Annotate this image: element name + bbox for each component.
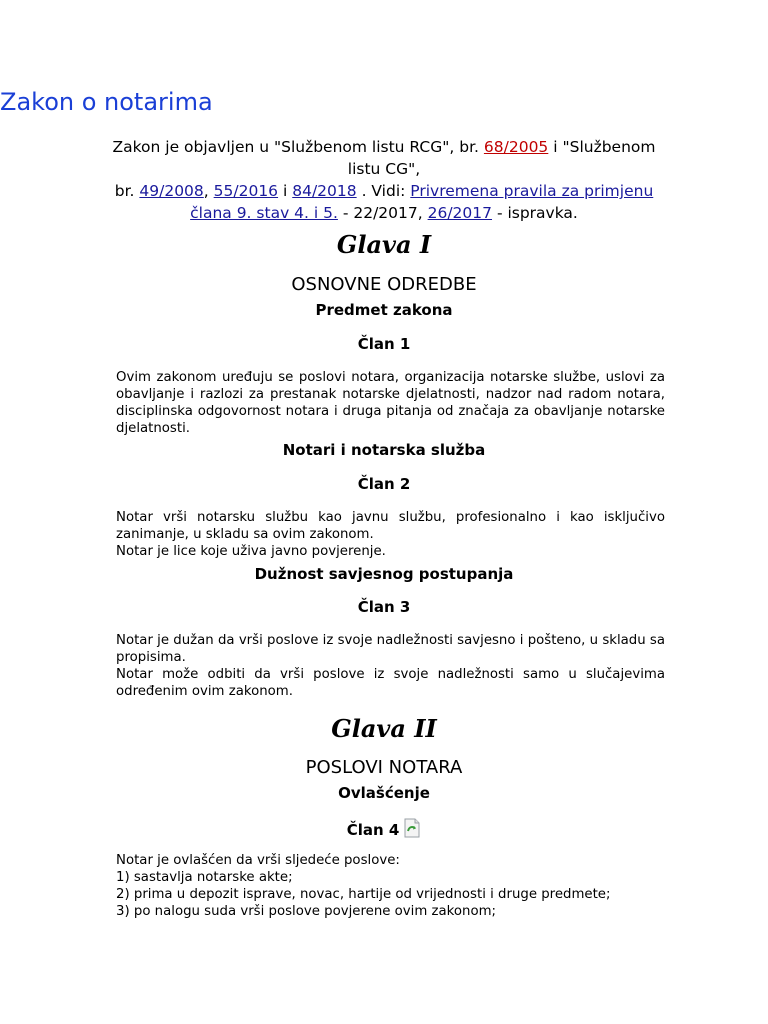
clan-4-text: Notar je ovlašćen da vrši sljedeće poslove: 1) sastavlja notarske akte; 2) prima u depozit isprave, novac, hartije od vrijednosti i druge predmete; 3) po nalogu suda vrši poslove povjerene ovim zakonom; — [116, 852, 665, 920]
clan-3-text: Notar je dužan da vrši poslove iz svoje nadležnosti savjesno i pošteno, u skladu sa propisima. Notar može odbiti da vrši poslove iz svoje nadležnosti samo u slučajevima određenim ovim zakonom. — [116, 633, 665, 699]
clan-1-text: Ovim zakonom uređuju se poslovi notara, organizacija notarske službe, uslovi za obavljanje i razlozi za prestanak notarske djelatnosti, nadzor nad radom notara, disciplinska odgovornost notara i druga pitanja od značaja za obavljanje notarske djelatnosti. — [116, 370, 665, 436]
glava-2-heading: Glava II — [331, 714, 437, 743]
link-84-2018[interactable]: 84/2018 — [292, 182, 357, 200]
link-49-2008[interactable]: 49/2008 — [139, 182, 204, 200]
list-item: 3) po nalogu suda vrši poslove povjerene ovim zakonom; — [116, 904, 497, 919]
link-privremena-pravila[interactable]: Privremena pravila za primjenu člana 9. stav 4. i 5. — [190, 182, 654, 222]
list-item: 2) prima u depozit isprave, novac, hartije od vrijednosti i druge predmete; — [116, 887, 611, 902]
subheading-predmet-zakona: Predmet zakona — [315, 301, 453, 319]
glava-1-heading: Glava I — [336, 230, 432, 259]
clan-3-heading: Član 3 — [357, 598, 411, 616]
link-26-2017[interactable]: 26/2017 — [427, 204, 493, 222]
clan-2-text: Notar vrši notarsku službu kao javnu službu, profesionalno i kao isključivo zanimanje, u skladu sa ovim zakonom. Notar je lice koje uživa javno povjerenje. — [116, 510, 665, 559]
clan-1-heading: Član 1 — [357, 335, 411, 353]
subheading-duznost-savjesnog-postupanja: Dužnost savjesnog postupanja — [254, 565, 514, 583]
link-55-2016[interactable]: 55/2016 — [213, 182, 279, 200]
clan-4-heading: Član 4 — [346, 821, 400, 839]
section-poslovi-notara: POSLOVI NOTARA — [305, 757, 463, 778]
subheading-ovlascenje: Ovlašćenje — [338, 784, 430, 802]
section-osnovne-odredbe: OSNOVNE ODREDBE — [291, 274, 477, 295]
list-item: 1) sastavlja notarske akte; — [116, 870, 293, 885]
clan-2-heading: Član 2 — [357, 475, 411, 493]
page-title: Zakon o notarima — [0, 88, 213, 116]
link-68-2005[interactable]: 68/2005 — [483, 138, 549, 156]
subheading-notari-notarska-sluzba: Notari i notarska služba — [282, 441, 486, 459]
clan-4-row — [0, 818, 768, 839]
document-icon[interactable] — [403, 818, 421, 838]
publication-info: Zakon je objavljen u "Službenom listu RCG", br. 68/2005 i "Službenom listu CG", br. 49/2008, 55/2016 i 84/2018 . Vidi: Privremena pravila za primjenu člana 9. stav 4. i 5. - 22/2017, 26/2017 - ispravka. — [112, 138, 656, 222]
